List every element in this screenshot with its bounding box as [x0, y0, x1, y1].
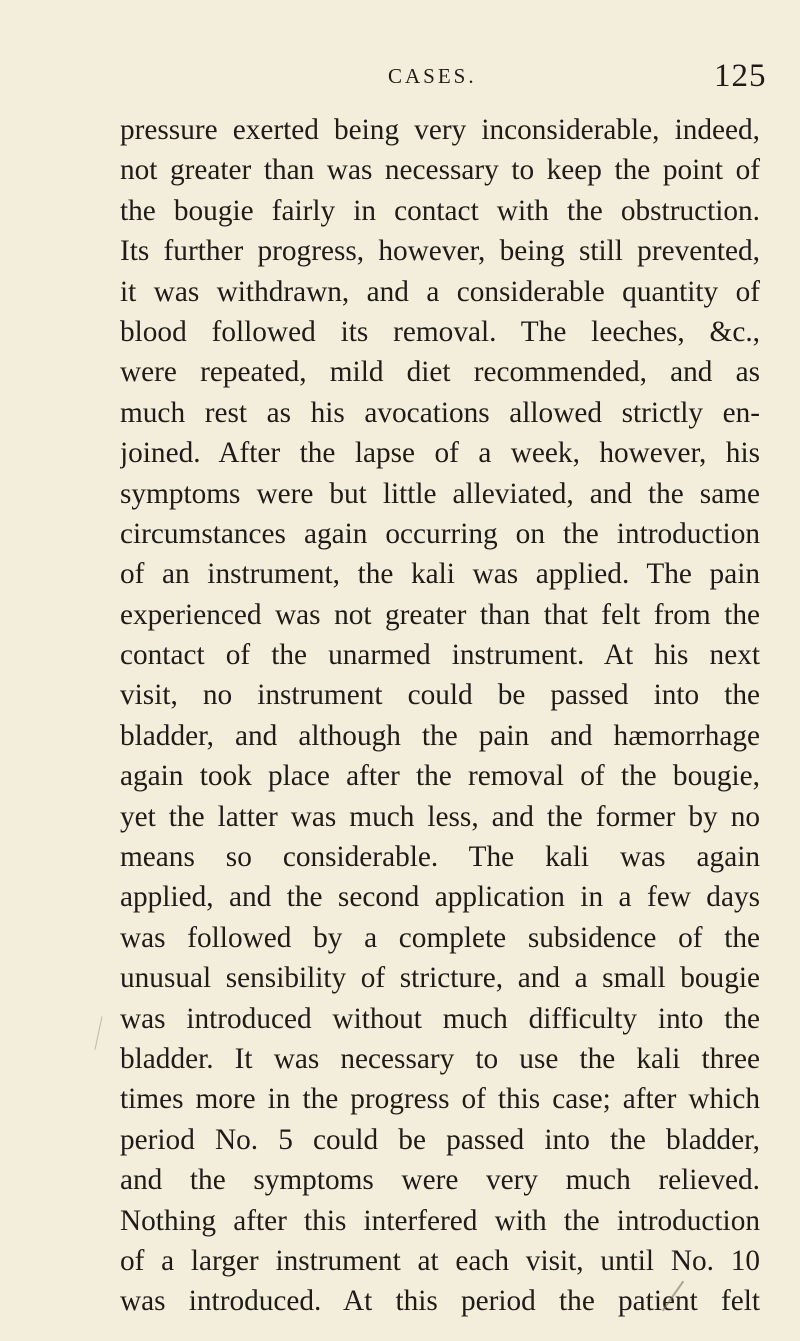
text-line: of a larger instrument at each visit, until No. 10	[120, 1244, 760, 1277]
text-line: visit, no instrument could be passed into the	[120, 679, 760, 712]
body-text	[120, 110, 760, 1322]
text-line: the bougie fairly in contact with the obstruction.	[120, 194, 760, 227]
text-line: it was withdrawn, and a considerable quantity of	[120, 275, 760, 308]
text-line: contact of the unarmed instrument. At his next	[120, 639, 760, 672]
text-line: unusual sensibility of stricture, and a small bougie	[120, 962, 760, 995]
text-line: yet the latter was much less, and the former by no	[120, 800, 760, 833]
text-line: means so considerable. The kali was again	[120, 841, 760, 874]
margin-mark	[94, 1016, 102, 1049]
text-line: circumstances again occurring on the introduction	[120, 517, 760, 550]
text-line: was followed by a complete subsidence of the	[120, 921, 760, 954]
page-number: 125	[714, 58, 767, 94]
text-line: pressure exerted being very inconsiderable, indeed,	[120, 114, 760, 146]
text-line: Its further progress, however, being still prevented,	[120, 235, 760, 268]
text-line: was introduced. At this period the patient felt	[120, 1285, 760, 1318]
text-line: blood followed its removal. The leeches, &c.,	[120, 315, 760, 348]
text-line: joined. After the lapse of a week, however, his	[120, 437, 760, 470]
text-line: of an instrument, the kali was applied. The pain	[120, 558, 760, 591]
text-line: much rest as his avocations allowed strictly en-	[120, 396, 760, 429]
text-line: times more in the progress of this case; after which	[120, 1083, 760, 1116]
text-line: and the symptoms were very much relieved.	[120, 1164, 760, 1197]
text-line: were repeated, mild diet recommended, and as	[120, 356, 760, 389]
text-line: Nothing after this interfered with the introduction	[120, 1204, 760, 1237]
text-line: applied, and the second application in a few days	[120, 881, 760, 914]
text-line: period No. 5 could be passed into the bladder,	[120, 1123, 760, 1156]
text-line: experienced was not greater than that felt from the	[120, 598, 760, 631]
text-line: symptoms were but little alleviated, and the same	[120, 477, 760, 510]
text-line: not greater than was necessary to keep the point of	[120, 154, 760, 187]
text-line: bladder. It was necessary to use the kali three	[120, 1042, 760, 1075]
text-line: bladder, and although the pain and hæmorrhage	[120, 719, 760, 752]
running-head: CASES.	[388, 64, 477, 88]
text-line: again took place after the removal of the bougie,	[120, 760, 760, 793]
text-line: was introduced without much difficulty into the	[120, 1002, 760, 1035]
page-header	[0, 58, 800, 98]
